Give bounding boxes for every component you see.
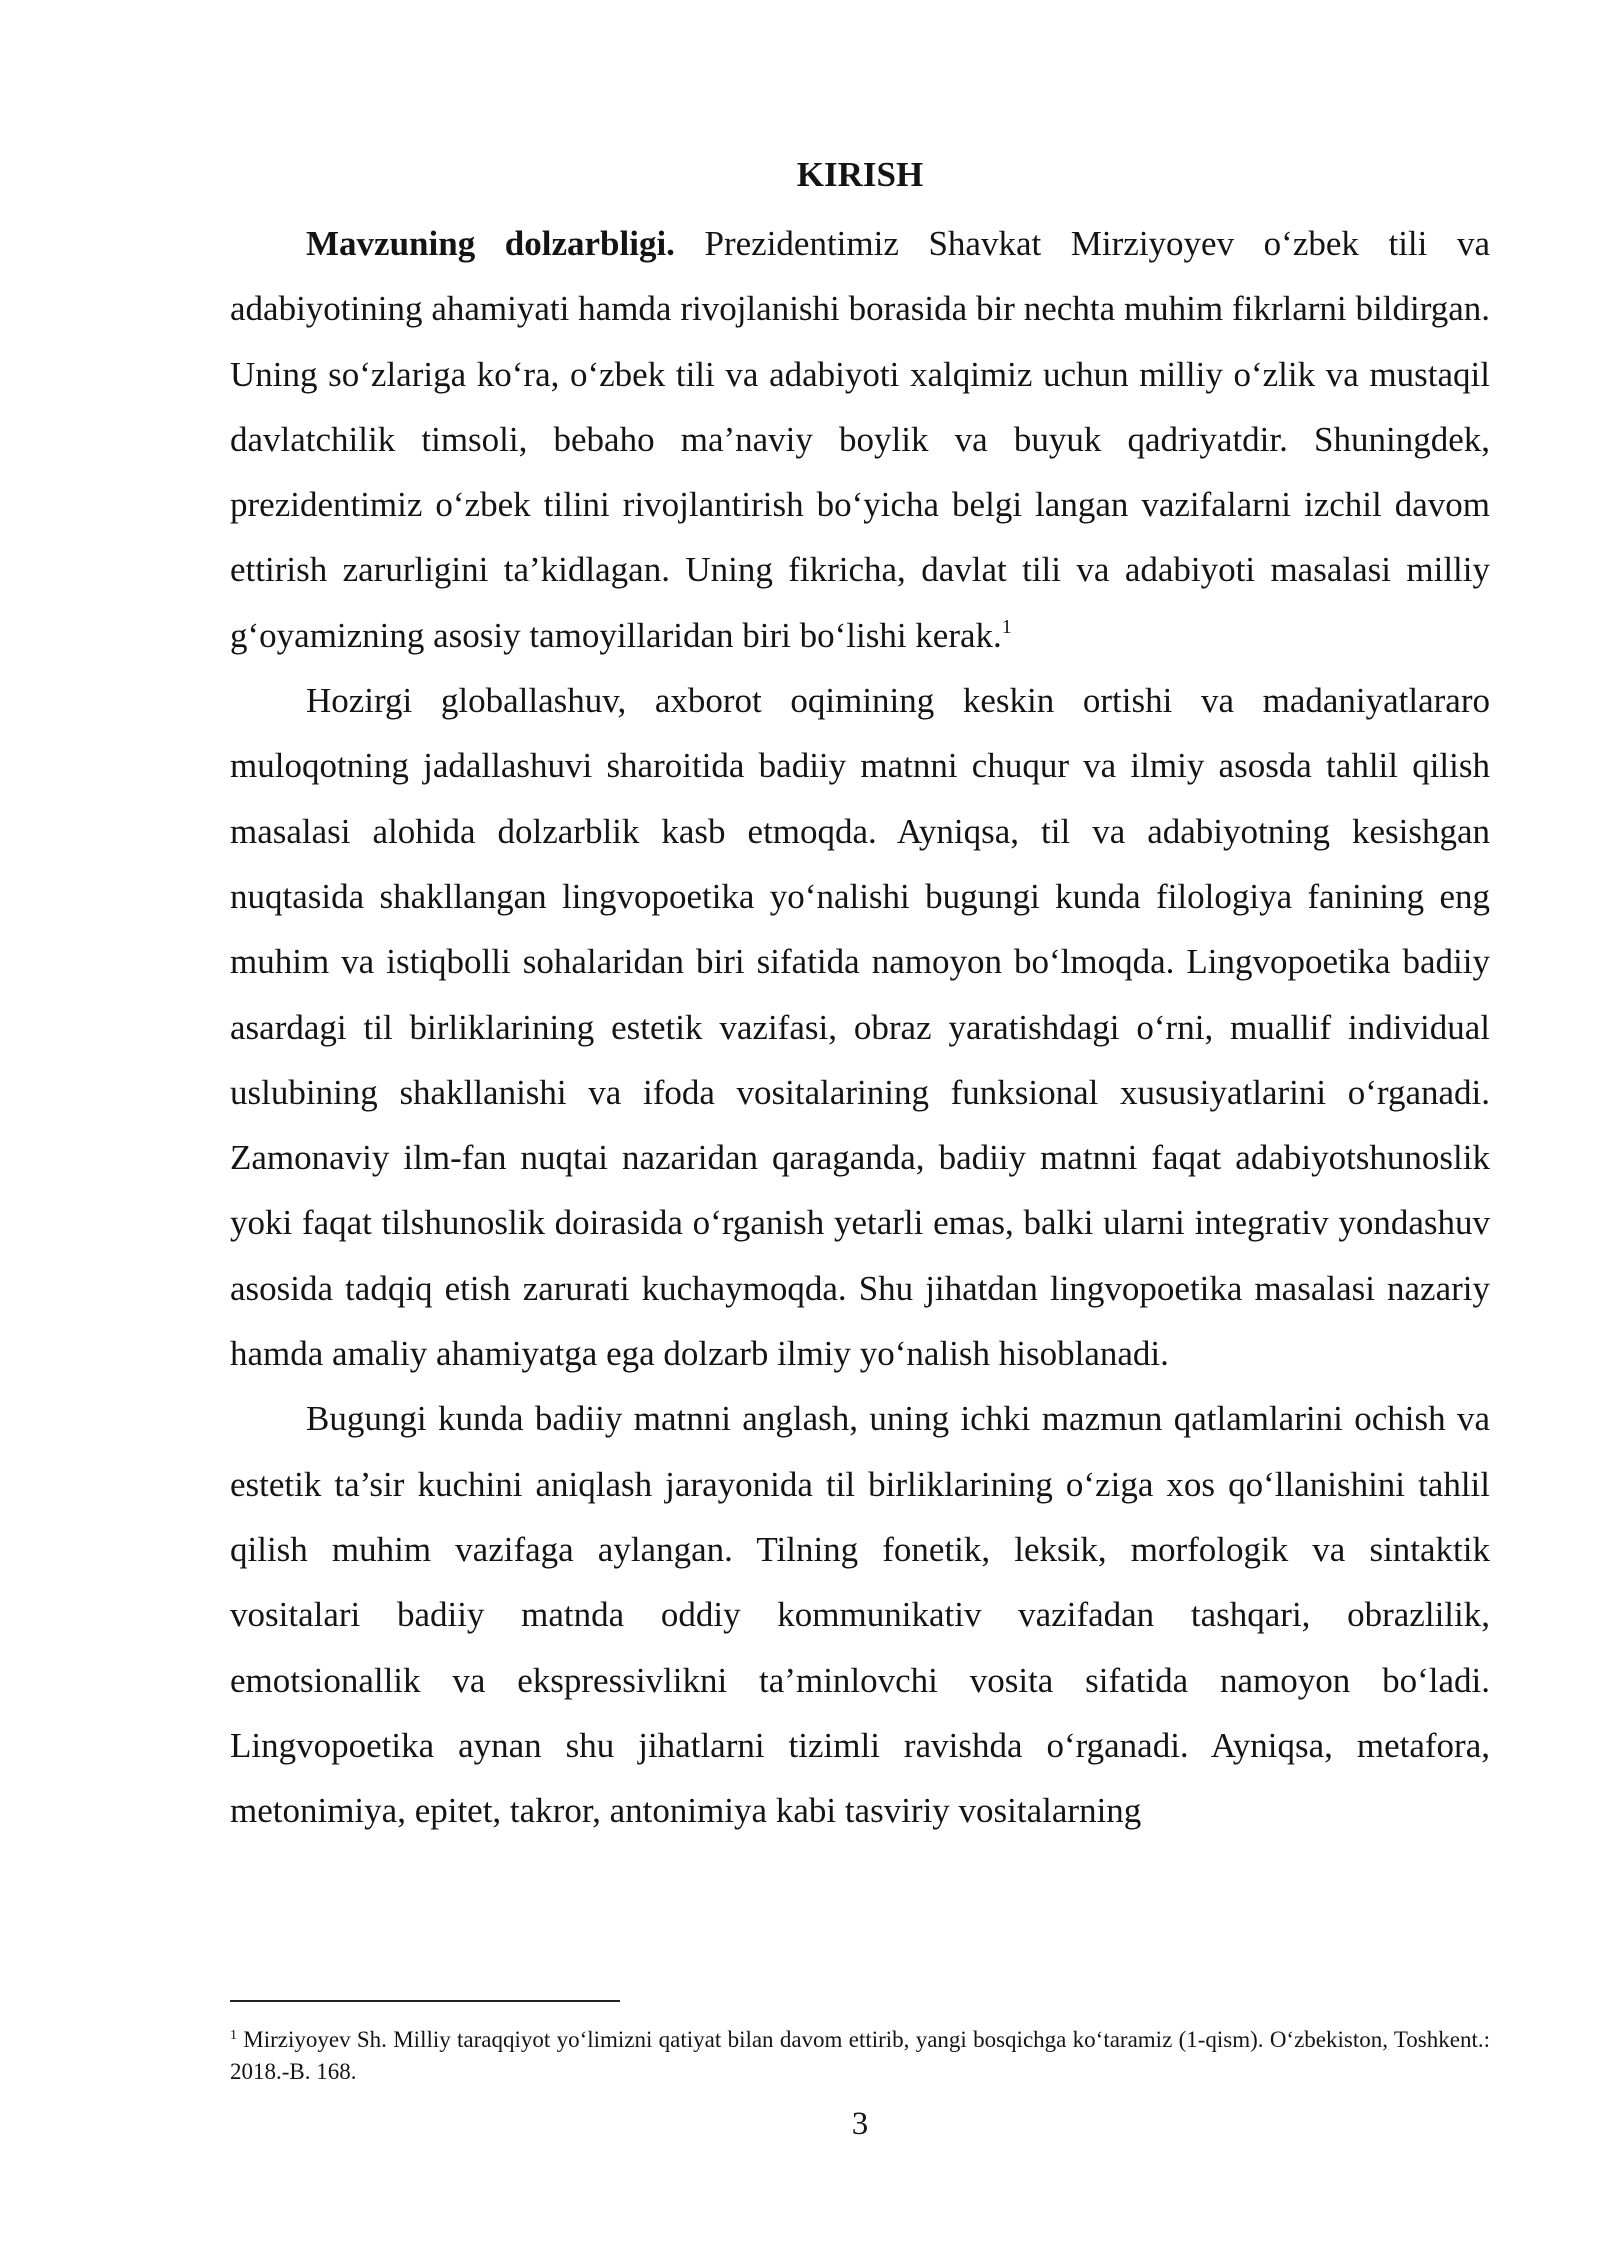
footnote <box>230 2024 1490 2088</box>
body-text <box>230 211 1490 1843</box>
paragraph-lead: Mavzuning dolzarbligi. <box>306 224 675 263</box>
paragraph-text: Prezidentimiz Shavkat Mirziyoyev o‘zbek tili va adabiyotining ahamiyati hamda rivojlanishi borasida bir nechta muhim fikrlarni bildirgan. Uning so‘zlariga ko‘ra, o‘zbek tili va adabiyoti xalqimiz uchun milliy o‘zlik va mustaqil davlatchilik timsoli, bebaho ma’naviy boylik va buyuk qadriyatdir. Shuningdek, prezidentimiz o‘zbek tilini rivojlantirish bo‘yicha belgi langan vazifalarni izchil davom ettirish zarurligini ta’kidlagan. Uning fikricha, davlat tili va adabiyoti masalasi milliy g‘oyamizning asosiy tamoyillaridan biri bo‘lishi kerak. <box>230 224 1490 655</box>
footnote-reference[interactable]: 1 <box>1001 615 1012 638</box>
paragraph-text-analysis: Bugungi kunda badiiy matnni anglash, uning ichki mazmun qatlamlarini ochish va estetik ta’sir kuchini aniqlash jarayonida til birliklarining o‘ziga xos qo‘llanishini tahlil qilish muhim vazifaga aylangan. Tilning fonetik, leksik, morfologik va sintaktik vositalari badiiy matnda oddiy kommunikativ vazifadan tashqari, obrazlilik, emotsionallik va ekspressivlikni ta’minlovchi vosita sifatida namoyon bo‘ladi. Lingvopoetika aynan shu jihatlarni tizimli ravishda o‘rganadi. Ayniqsa, metafora, metonimiya, epitet, takror, antonimiya kabi tasviriy vositalarning <box>230 1399 1490 1831</box>
footnote-number: 1 <box>230 2028 237 2043</box>
footnote-separator <box>230 2000 620 2002</box>
page-number: 3 <box>851 2106 869 2142</box>
paragraph-globalization: Hozirgi globallashuv, axborot oqimining keskin ortishi va madaniyatlararo muloqotning jadallashuvi sharoitida badiiy matnni chuqur va ilmiy asosda tahlil qilish masalasi alohida dolzarblik kasb etmoqda. Ayniqsa, til va adabiyotning kesishgan nuqtasida shakllangan lingvopoetika yo‘nalishi bugungi kunda filologiya fanining eng muhim va istiqbolli sohalaridan biri sifatida namoyon bo‘lmoqda. Lingvopoetika badiiy asardagi til birliklarining estetik vazifasi, obraz yaratishdagi o‘rni, muallif individual uslubining shakllanishi va ifoda vositalarining funksional xususiyatlarini o‘rganadi. Zamonaviy ilm-fan nuqtai nazaridan qaraganda, badiiy matnni faqat adabiyotshunoslik yoki faqat tilshunoslik doirasida o‘rganish yetarli emas, balki ularni integrativ yondashuv asosida tadqiq etish zarurati kuchaymoqda. Shu jihatdan lingvopoetika masalasi nazariy hamda amaliy ahamiyatga ega dolzarb ilmiy yo‘nalish hisoblanadi. <box>230 681 1490 1374</box>
footnote-text: Mirziyoyev Sh. Milliy taraqqiyot yo‘limizni qatiyat bilan davom ettirib, yangi bosqichga ko‘taramiz (1-qism). O‘zbekiston, Toshkent.: 2018.-B. 168. <box>230 2027 1490 2084</box>
section-heading: KIRISH <box>796 155 924 194</box>
paragraph-relevance <box>230 211 1490 668</box>
